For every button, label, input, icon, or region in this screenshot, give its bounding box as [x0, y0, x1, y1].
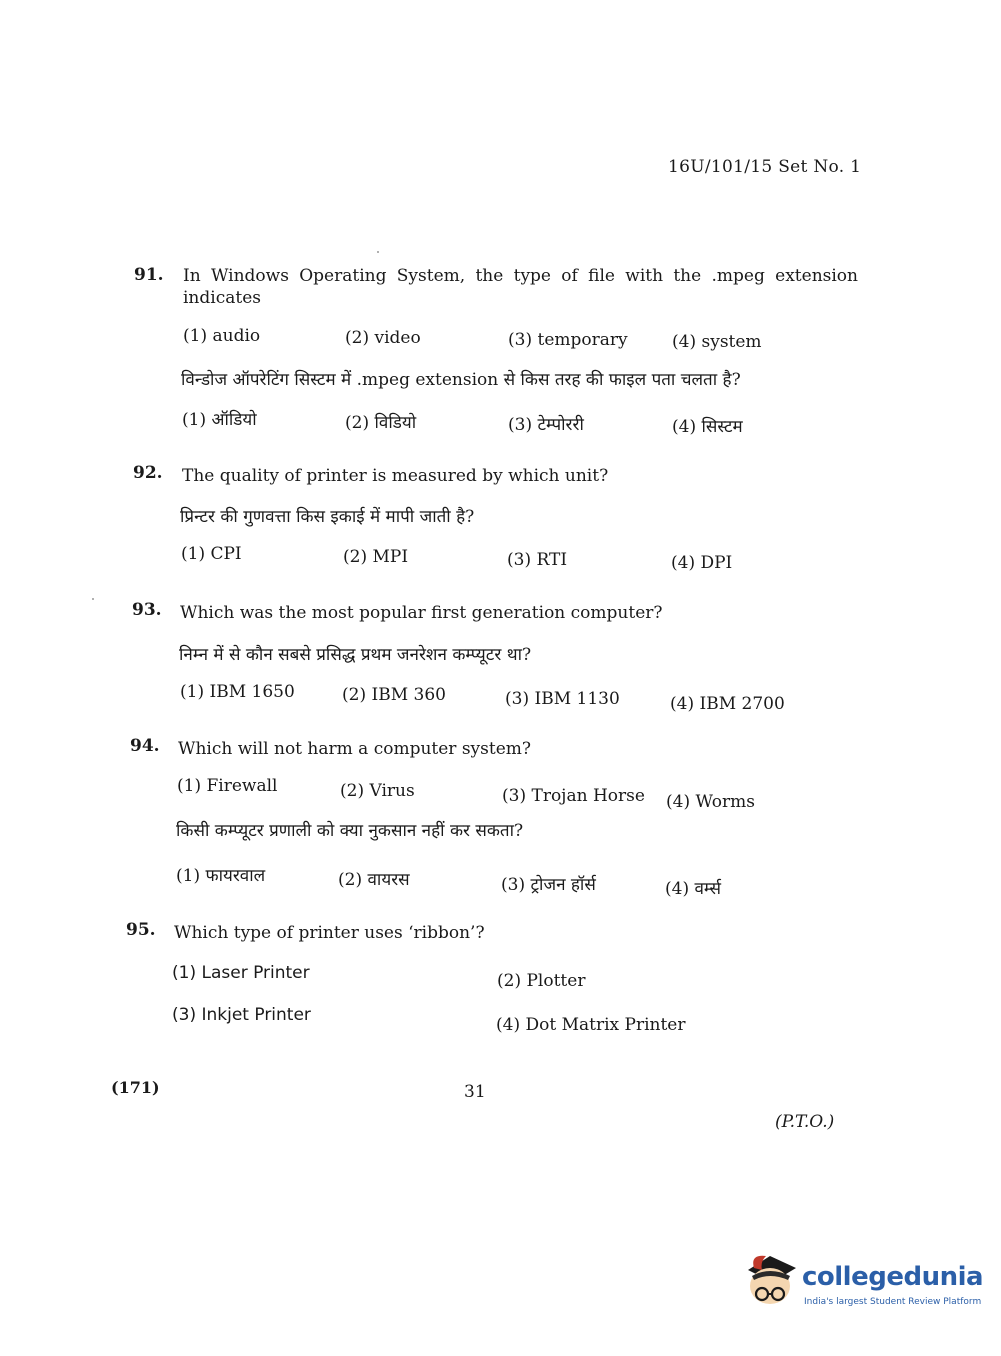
question-text-en: Which will not harm a computer system? [178, 739, 531, 759]
option-en: (1) audio [183, 326, 261, 346]
option: (1) IBM 1650 [180, 682, 295, 702]
option-en: (4) Worms [666, 792, 756, 812]
option: (3) Inkjet Printer [172, 1005, 311, 1025]
option-hi: (3) टेम्पोररी [508, 415, 584, 435]
option-hi: (2) वायरस [338, 870, 410, 890]
option: (3) IBM 1130 [505, 689, 620, 709]
question-text-hi: विन्डोज ऑपरेटिंग सिस्टम में .mpeg extension से किस तरह की फाइल पता चलता है? [181, 370, 741, 390]
brand-tagline: India's largest Student Review Platform [804, 1297, 982, 1307]
brand-name: collegedunia [802, 1262, 984, 1292]
option-en: (2) Virus [340, 781, 415, 801]
option-hi: (4) वर्म्स [665, 879, 721, 899]
option: (2) IBM 360 [342, 685, 446, 705]
question-text-en: Which type of printer uses ‘ribbon’? [174, 923, 485, 943]
booklet-code: (171) [111, 1078, 160, 1097]
option: (3) RTI [507, 550, 568, 570]
question-text-hi: किसी कम्प्यूटर प्रणाली को क्या नुकसान नहीं कर सकता? [176, 821, 524, 841]
question-text-hi: प्रिन्टर की गुणवत्ता किस इकाई में मापी जाती है? [180, 507, 475, 527]
option: (1) CPI [181, 544, 242, 564]
page-number: 31 [464, 1082, 486, 1102]
option: (4) DPI [671, 553, 733, 573]
mascot-logo-icon [740, 1248, 800, 1310]
scan-speck [92, 598, 94, 600]
question-text-en: In Windows Operating System, the type of file with the .mpeg extension indicates [183, 266, 858, 308]
option-en: (1) Firewall [177, 776, 278, 796]
option: (4) Dot Matrix Printer [496, 1015, 686, 1035]
question-number: 92. [133, 463, 163, 483]
pto-note: (P.T.O.) [775, 1112, 835, 1132]
option-hi: (3) ट्रोजन हॉर्स [501, 875, 596, 895]
collegedunia-watermark [740, 1248, 984, 1318]
question-number: 91. [134, 265, 164, 285]
question-text-hi: निम्न में से कौन सबसे प्रसिद्ध प्रथम जनरेशन कम्प्यूटर था? [179, 645, 532, 665]
option-hi: (4) सिस्टम [672, 417, 743, 437]
option-en: (4) system [672, 332, 762, 352]
option: (4) IBM 2700 [670, 694, 785, 714]
question-text-en: Which was the most popular first generation computer? [180, 603, 663, 623]
option-hi: (2) विडियो [345, 413, 417, 433]
question-number: 93. [132, 600, 162, 620]
question-text-en: The quality of printer is measured by which unit? [182, 466, 609, 486]
option-en: (3) Trojan Horse [502, 786, 645, 806]
option-hi: (1) ऑडियो [182, 410, 257, 430]
option: (1) Laser Printer [172, 963, 310, 983]
option-hi: (1) फायरवाल [176, 866, 266, 886]
option: (2) MPI [343, 547, 409, 567]
option-en: (2) video [345, 328, 421, 348]
paper-code: 16U/101/15 Set No. 1 [668, 157, 862, 177]
question-number: 95. [126, 920, 156, 940]
scan-speck [377, 251, 379, 253]
option: (2) Plotter [497, 971, 586, 991]
option-en: (3) temporary [508, 330, 628, 350]
question-number: 94. [130, 736, 160, 756]
